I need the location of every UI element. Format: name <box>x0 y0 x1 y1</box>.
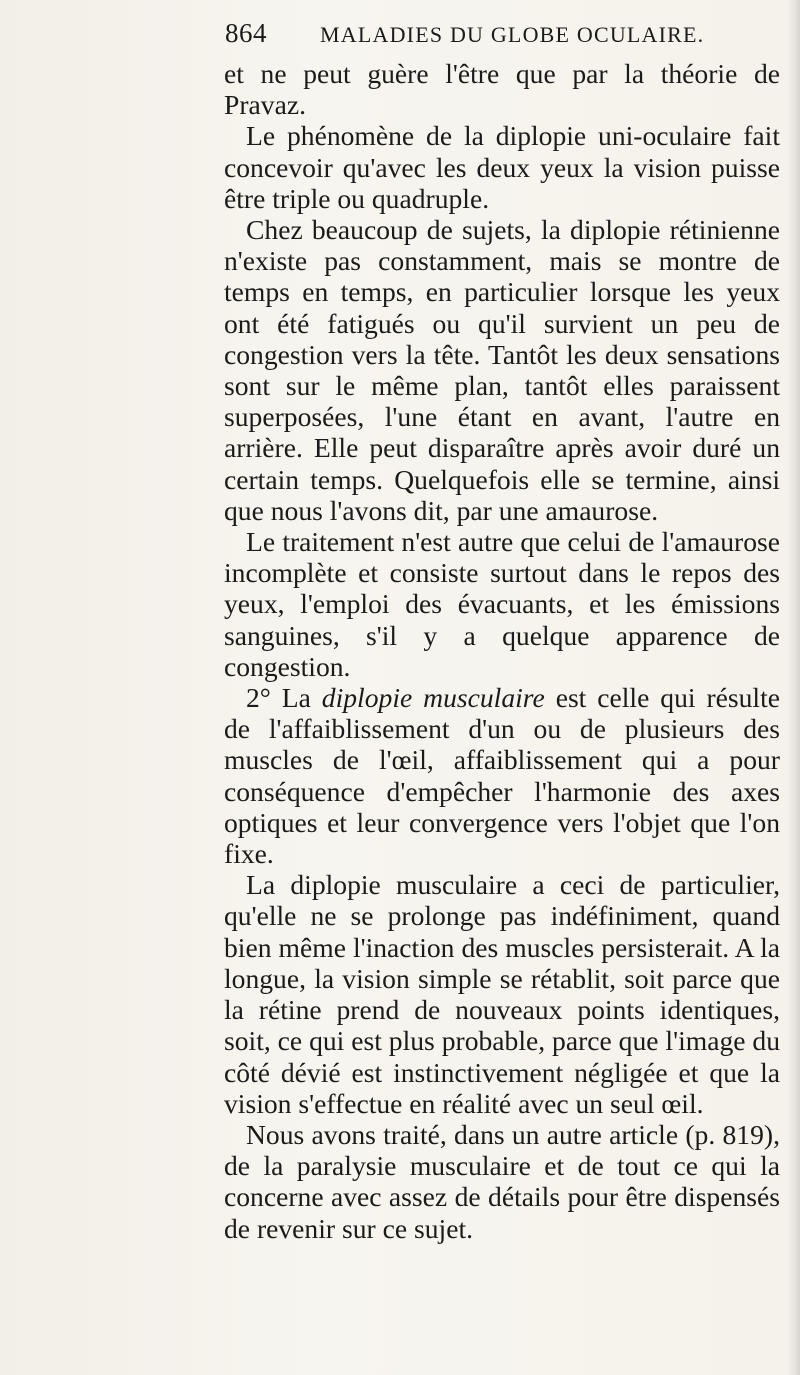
page-header <box>225 12 785 52</box>
paragraph-muscular-text: est celle qui résulte de l'affaiblissement d'un ou de plusieurs des muscles de l'œil, affaiblissement qui a pour conséquence d'empêcher l'harmonie des axes optiques et leur convergence vers l'objet que l'on fixe. <box>224 682 781 870</box>
paragraph-uni-ocular: Le phénomène de la diplopie uni-oculaire fait concevoir qu'avec les deux yeux la vision puisse être triple ou quadruple. <box>224 120 780 214</box>
paragraph-muscular-diplopia <box>224 682 780 869</box>
paragraph-retinal-diplopia: Chez beaucoup de sujets, la diplopie rétinienne n'existe pas constamment, mais se montre de temps en temps, en particulier lorsque les yeux ont été fatigués ou qu'il survient un peu de congestion vers la tête. Tantôt les deux sensations sont sur le même plan, tantôt elles paraissent superposées, l'une étant en avant, l'autre en arrière. Elle peut disparaître après avoir duré un certain temps. Quelquefois elle se termine, ainsi que nous l'avons dit, par une amaurose. <box>224 214 780 526</box>
paragraph-treatment: Le traitement n'est autre que celui de l'amaurose incomplète et consiste surtout dans le repos des yeux, l'emploi des évacuants, et les émissions sanguines, s'il y a quelque apparence de congestion. <box>224 526 780 682</box>
section-number: 2° La <box>246 682 322 714</box>
text-column <box>224 58 780 1244</box>
italic-term: diplopie musculaire <box>321 682 545 714</box>
paragraph-particularity: La diplopie musculaire a ceci de particulier, qu'elle ne se prolonge pas indéfiniment, quand bien même l'inaction des muscles persisterait. A la longue, la vision simple se rétablit, soit parce que la rétine prend de nouveaux points identiques, soit, ce qui est plus probable, parce que l'image du côté dévié est instinctivement négligée et que la vision s'effectue en réalité avec un seul œil. <box>224 869 780 1119</box>
paragraph-continuation: et ne peut guère l'être que par la théorie de Pravaz. <box>224 58 780 121</box>
page-edge-shadow <box>786 0 800 1375</box>
paragraph-cross-reference: Nous avons traité, dans un autre article (p. 819), de la paralysie musculaire et de tout ce qui la concerne avec assez de détails pour être dispensés de revenir sur ce sujet. <box>224 1118 780 1244</box>
page-number: 864 <box>225 18 267 48</box>
running-title: MALADIES DU GLOBE OCULAIRE. <box>320 22 705 47</box>
